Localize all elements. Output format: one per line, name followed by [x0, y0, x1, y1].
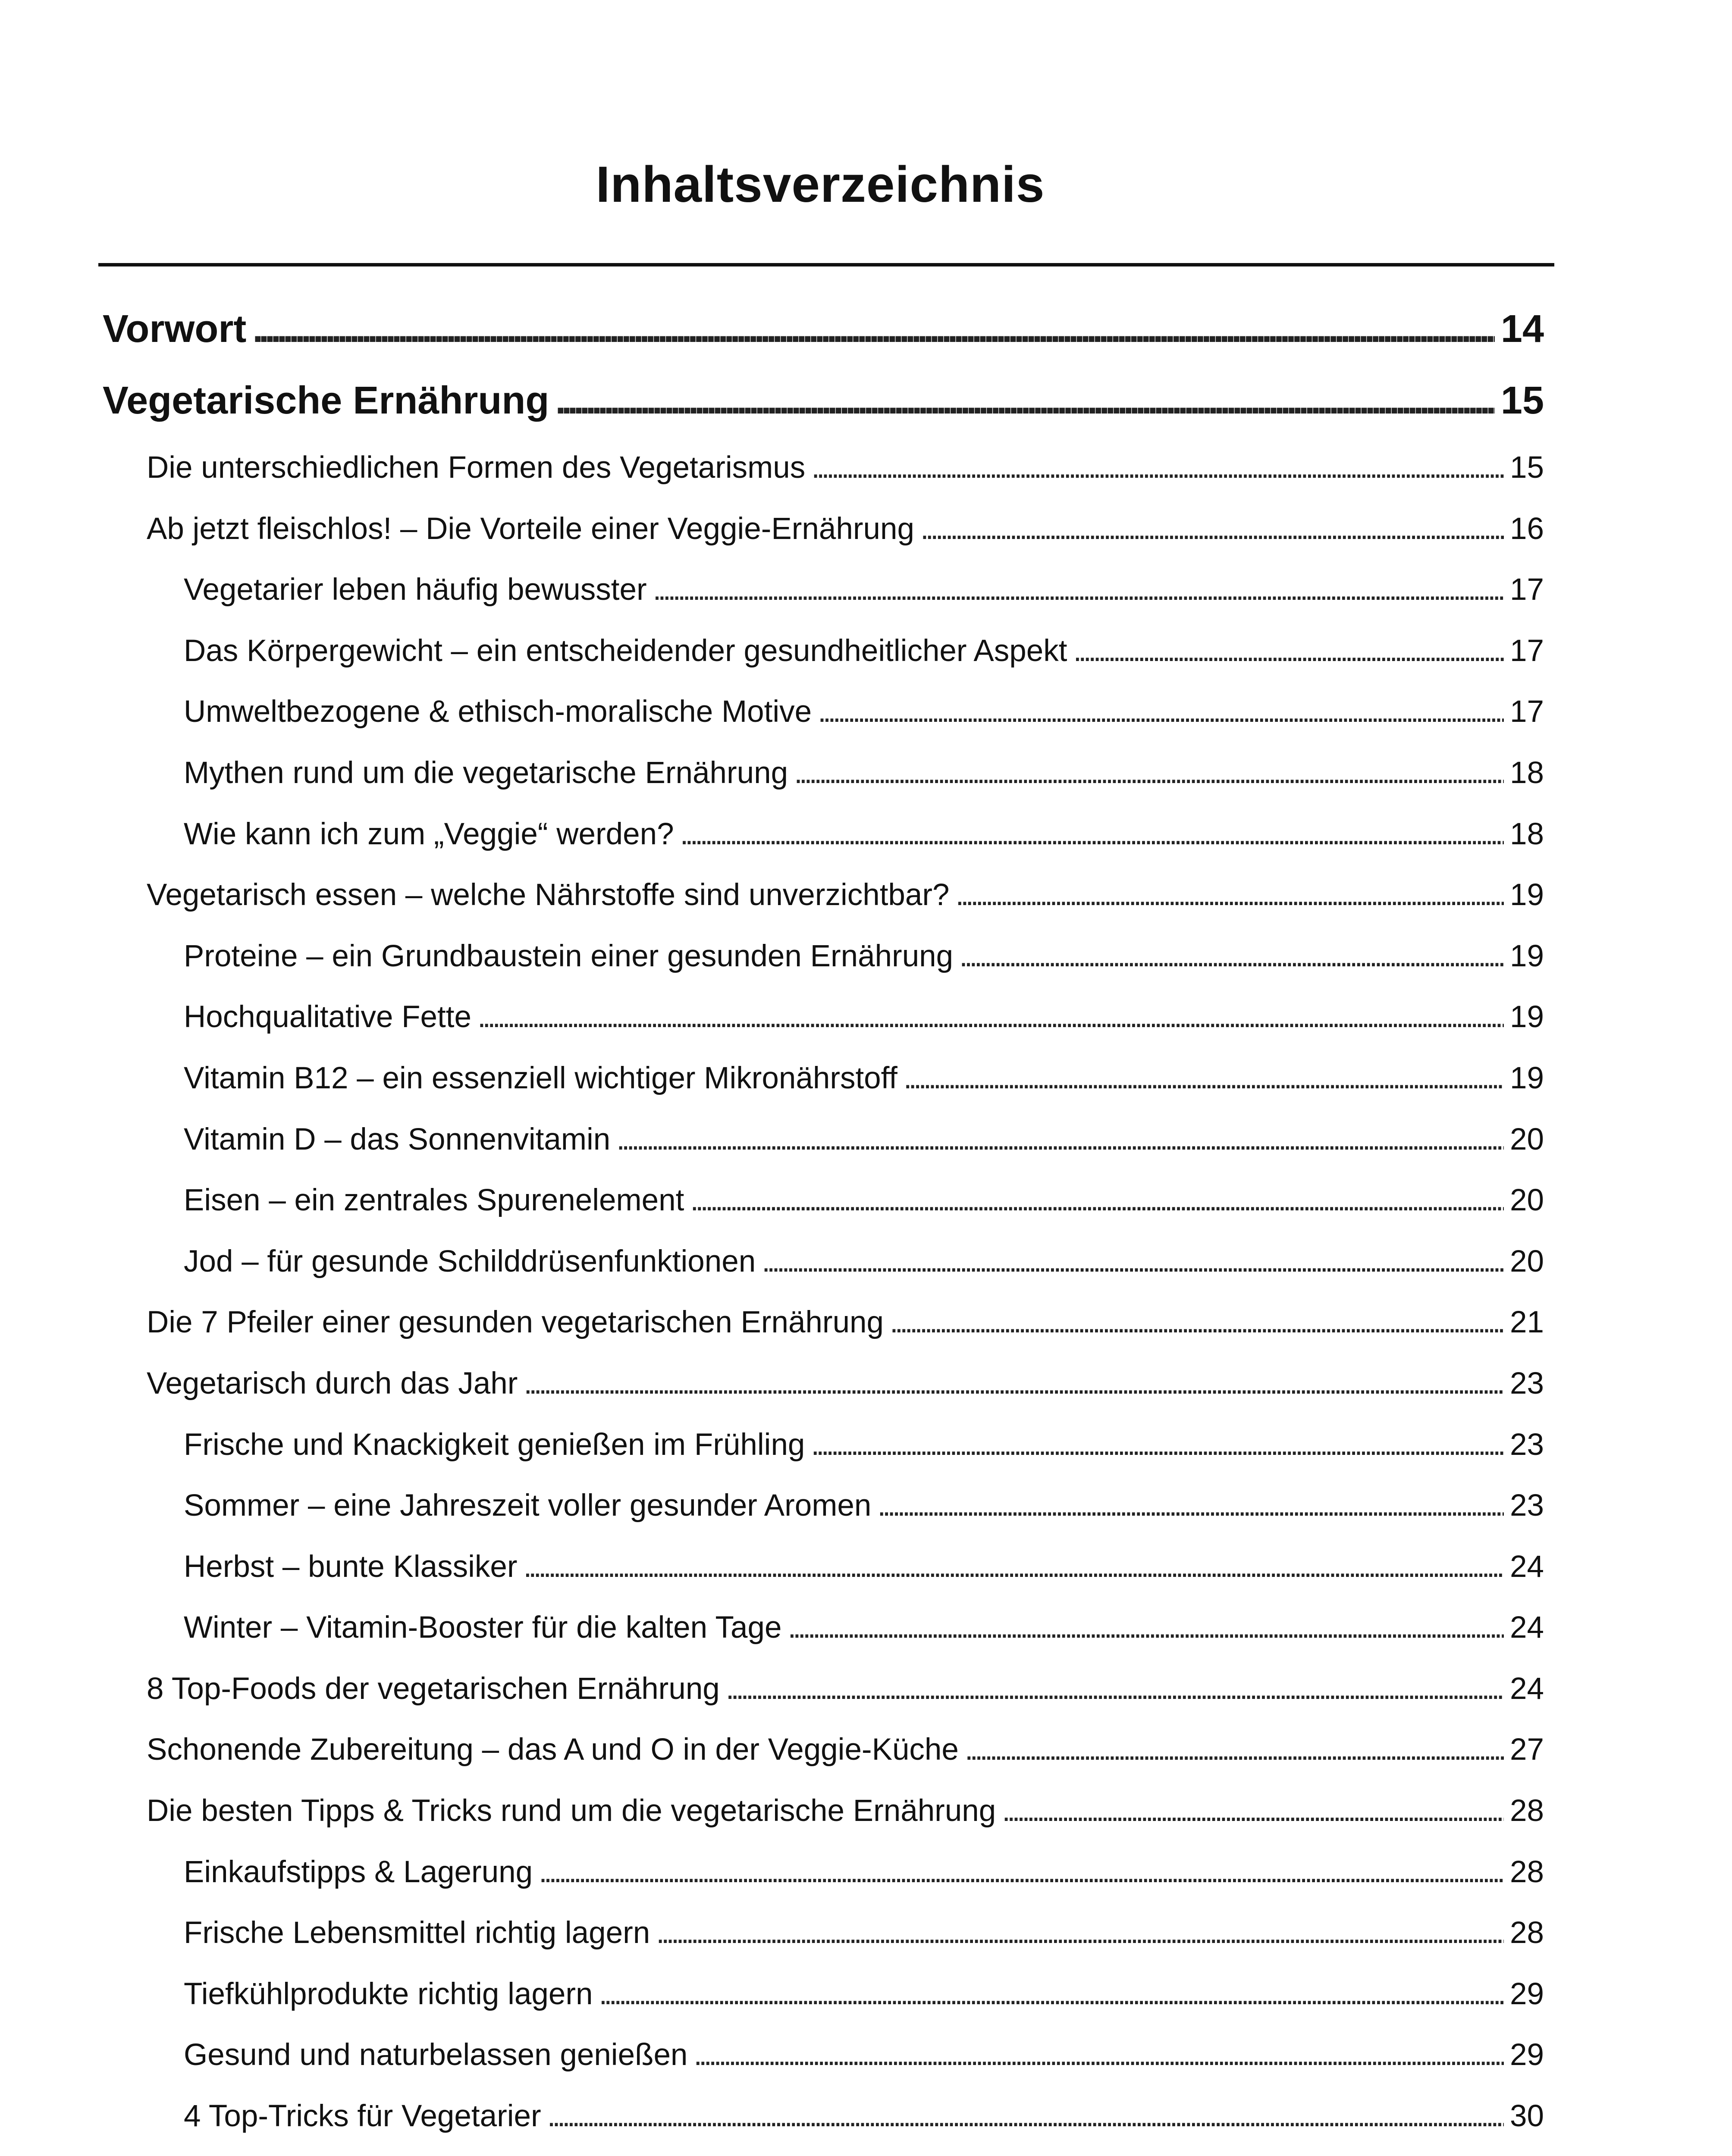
dot-leader [477, 1000, 1504, 1034]
dot-leader [959, 939, 1504, 974]
page-title: Inhaltsverzeichnis [596, 156, 1045, 213]
toc-entry[interactable] [0, 1427, 1732, 1489]
toc-entry-label: Vegetarisch essen – welche Nährstoffe sind unverzichtbar? [147, 878, 950, 912]
toc-entry-label: Gesund und naturbelassen genießen [184, 2038, 688, 2072]
toc-entry[interactable] [0, 1610, 1732, 1671]
toc-entry-page-number: 23 [1510, 1427, 1544, 1462]
dot-leader [599, 1977, 1504, 2012]
dot-leader [653, 572, 1504, 607]
toc-entry-label: 8 Top-Foods der vegetarischen Ernährung [147, 1671, 720, 1706]
dot-leader [811, 450, 1504, 485]
toc-entry[interactable] [0, 633, 1732, 695]
toc-entry[interactable] [0, 939, 1732, 1000]
dot-leader [547, 2099, 1504, 2134]
toc-entry[interactable] [0, 1855, 1732, 1916]
toc-entry[interactable] [0, 1183, 1732, 1244]
toc-entry[interactable] [0, 1366, 1732, 1427]
toc-entry[interactable] [0, 1671, 1732, 1733]
dot-leader [680, 817, 1504, 852]
toc-entry[interactable] [0, 572, 1732, 633]
toc-entry-page-number: 19 [1510, 939, 1544, 973]
dot-leader [524, 1366, 1504, 1401]
toc-entry-label: Vegetarische Ernährung [103, 379, 549, 422]
toc-entry-label: Mythen rund um die vegetarische Ernährung [184, 755, 788, 790]
toc-entry-page-number: 21 [1510, 1305, 1544, 1340]
dot-leader [539, 1855, 1504, 1890]
toc-entry-label: Vitamin D – das Sonnenvitamin [184, 1122, 611, 1156]
dot-leader [616, 1122, 1504, 1157]
toc-entry[interactable] [0, 1977, 1732, 2038]
dot-leader [965, 1732, 1504, 1767]
dot-leader [523, 1549, 1504, 1584]
dot-leader [656, 1915, 1504, 1950]
toc-entry[interactable] [0, 755, 1732, 817]
toc-entry-page-number: 18 [1510, 817, 1544, 851]
toc-entry-label: Frische und Knackigkeit genießen im Frühling [184, 1427, 805, 1462]
toc-entry[interactable] [0, 1305, 1732, 1366]
toc-entry[interactable] [0, 1732, 1732, 1793]
toc-entry[interactable] [0, 511, 1732, 573]
toc-entry-label: Winter – Vitamin-Booster für die kalten Tage [184, 1611, 782, 1645]
toc-entry-label: Das Körpergewicht – ein entscheidender gesundheitlicher Aspekt [184, 633, 1067, 668]
dot-leader [890, 1305, 1504, 1340]
dot-leader [794, 755, 1504, 790]
toc-entry-page-number: 29 [1510, 2038, 1544, 2072]
toc-entry-page-number: 17 [1510, 695, 1544, 729]
toc-entry-label: Hochqualitative Fette [184, 1000, 471, 1034]
dot-leader [877, 1488, 1504, 1523]
toc-entry-page-number: 16 [1510, 511, 1544, 546]
dot-leader [818, 694, 1504, 729]
toc-entry-label: Die unterschiedlichen Formen des Vegetarismus [147, 451, 806, 485]
toc-entry[interactable] [0, 2099, 1732, 2156]
toc-entry[interactable] [0, 1000, 1732, 1061]
title-rule [98, 263, 1554, 266]
toc-entry-page-number: 15 [1500, 379, 1544, 422]
toc-entry-label: Ab jetzt fleischlos! – Die Vorteile einer Veggie-Ernährung [147, 511, 914, 546]
toc-entry[interactable] [0, 1549, 1732, 1611]
toc-entry[interactable] [0, 379, 1732, 450]
toc-entry-page-number: 28 [1510, 1916, 1544, 1950]
toc-entry[interactable] [0, 694, 1732, 755]
toc-entry-page-number: 23 [1510, 1489, 1544, 1523]
toc-entry-label: Eisen – ein zentrales Spurenelement [184, 1183, 684, 1218]
toc-entry-label: Sommer – eine Jahreszeit voller gesunder Aromen [184, 1489, 872, 1523]
dot-leader [1002, 1793, 1504, 1828]
toc-entry-page-number: 30 [1510, 2099, 1544, 2134]
toc-list [0, 307, 1732, 2156]
toc-entry-page-number: 23 [1510, 1366, 1544, 1401]
toc-entry-label: Vitamin B12 – ein essenziell wichtiger Mikronährstoff [184, 1061, 897, 1095]
toc-entry-label: Tiefkühlprodukte richtig lagern [184, 1977, 593, 2011]
toc-entry-label: Vorwort [103, 307, 247, 351]
toc-entry[interactable] [0, 817, 1732, 878]
toc-entry-label: Wie kann ich zum „Veggie“ werden? [184, 817, 674, 851]
toc-entry-label: Vegetarisch durch das Jahr [147, 1366, 518, 1401]
toc-entry-page-number: 20 [1510, 1122, 1544, 1156]
toc-entry-page-number: 17 [1510, 633, 1544, 668]
dot-leader [690, 1183, 1504, 1218]
toc-entry[interactable] [0, 2037, 1732, 2099]
toc-entry-label: Proteine – ein Grundbaustein einer gesunden Ernährung [184, 939, 954, 973]
toc-entry-label: Umweltbezogene & ethisch-moralische Motive [184, 695, 812, 729]
toc-entry-label: Frische Lebensmittel richtig lagern [184, 1916, 650, 1950]
toc-entry-page-number: 14 [1500, 307, 1544, 351]
toc-entry-page-number: 20 [1510, 1244, 1544, 1279]
toc-entry[interactable] [0, 450, 1732, 511]
dot-leader [956, 877, 1504, 912]
toc-entry-page-number: 27 [1510, 1733, 1544, 1767]
toc-entry-label: Schonende Zubereitung – das A und O in der Veggie-Küche [147, 1733, 959, 1767]
toc-entry[interactable] [0, 307, 1732, 379]
toc-entry-page-number: 20 [1510, 1183, 1544, 1218]
dot-leader [252, 307, 1495, 351]
dot-leader [811, 1427, 1504, 1462]
toc-entry-page-number: 28 [1510, 1794, 1544, 1828]
dot-leader [1073, 633, 1504, 668]
toc-entry-page-number: 19 [1510, 878, 1544, 912]
dot-leader [920, 511, 1504, 546]
toc-entry[interactable] [0, 1122, 1732, 1183]
toc-entry-page-number: 18 [1510, 755, 1544, 790]
toc-entry-label: Herbst – bunte Klassiker [184, 1549, 518, 1584]
dot-leader [693, 2037, 1504, 2072]
toc-entry[interactable] [0, 1488, 1732, 1549]
toc-entry-label: Die besten Tipps & Tricks rund um die vegetarische Ernährung [147, 1794, 996, 1828]
dot-leader [788, 1610, 1504, 1645]
toc-entry-page-number: 17 [1510, 573, 1544, 607]
toc-entry-label: Die 7 Pfeiler einer gesunden vegetarischen Ernährung [147, 1305, 884, 1340]
toc-entry-page-number: 19 [1510, 1061, 1544, 1095]
toc-entry-label: Vegetarier leben häufig bewusster [184, 573, 647, 607]
toc-entry-page-number: 28 [1510, 1855, 1544, 1889]
toc-entry-page-number: 24 [1510, 1611, 1544, 1645]
toc-entry[interactable] [0, 1793, 1732, 1855]
toc-entry[interactable] [0, 877, 1732, 939]
dot-leader [762, 1244, 1504, 1279]
toc-entry-page-number: 24 [1510, 1549, 1544, 1584]
toc-entry-page-number: 24 [1510, 1671, 1544, 1706]
toc-entry[interactable] [0, 1061, 1732, 1122]
toc-entry-page-number: 29 [1510, 1977, 1544, 2011]
toc-entry[interactable] [0, 1244, 1732, 1305]
toc-entry-label: Jod – für gesunde Schilddrüsenfunktionen [184, 1244, 756, 1279]
dot-leader [726, 1671, 1504, 1706]
dot-leader [555, 379, 1495, 423]
toc-entry-label: 4 Top-Tricks für Vegetarier [184, 2099, 541, 2134]
toc-entry[interactable] [0, 1915, 1732, 1977]
toc-entry-label: Einkaufstipps & Lagerung [184, 1855, 533, 1889]
toc-entry-page-number: 15 [1510, 451, 1544, 485]
dot-leader [904, 1061, 1504, 1096]
toc-entry-page-number: 19 [1510, 1000, 1544, 1034]
